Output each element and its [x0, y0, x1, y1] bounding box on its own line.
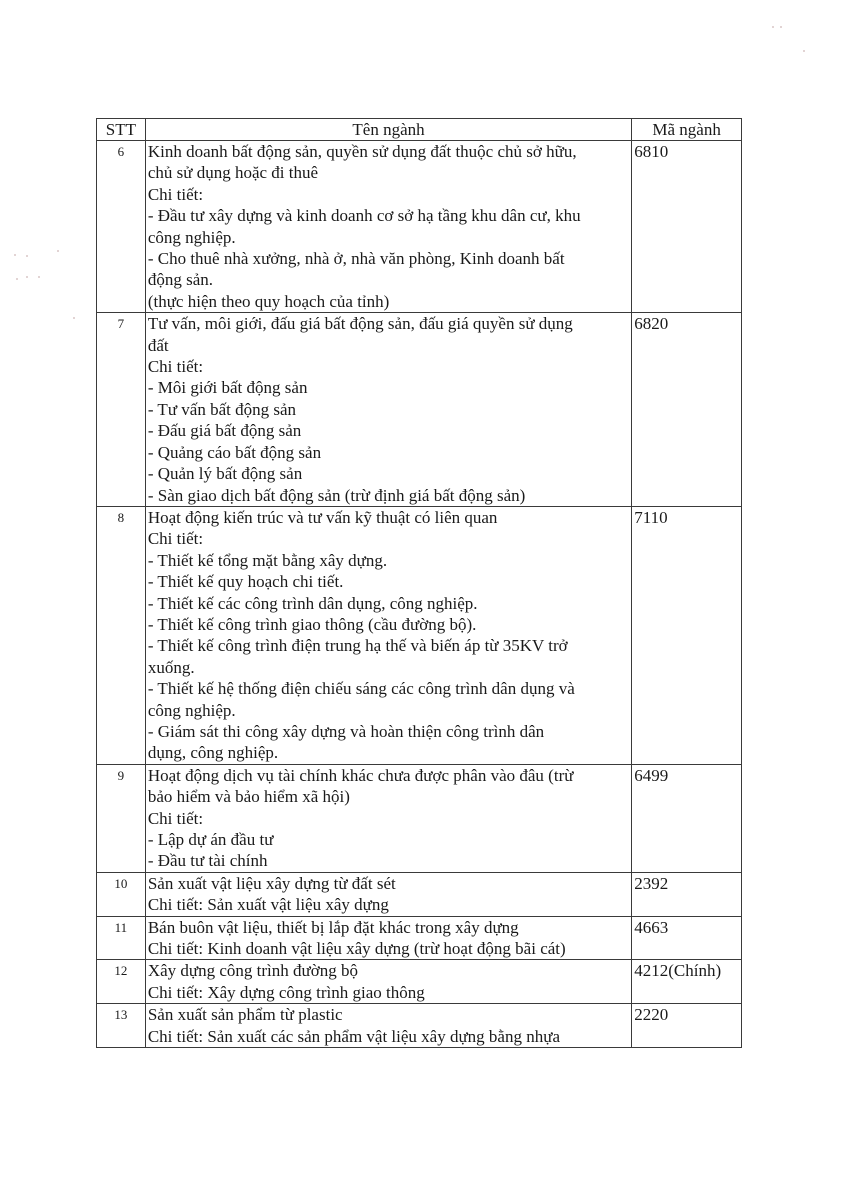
row-name-detail-line: - Thiết kế công trình điện trung hạ thế và biến áp từ 35KV trở [147, 636, 568, 656]
row-name [145, 764, 631, 872]
row-name-detail-line: Chi tiết: Sản xuất vật liệu xây dựng [147, 895, 389, 915]
row-name-detail-line: Chi tiết: [147, 184, 204, 204]
row-name-detail-line: - Đầu tư xây dựng và kinh doanh cơ sở hạ tầng khu dân cư, khu [147, 206, 581, 226]
row-name-detail-line: - Sàn giao dịch bất động sản (trừ định giá bất động sản) [147, 485, 526, 505]
row-name [145, 916, 631, 960]
scan-speck [38, 276, 40, 278]
row-name [145, 960, 631, 1004]
row-name-detail-line: - Thiết kế hệ thống điện chiếu sáng các công trình dân dụng và [147, 679, 575, 699]
row-code: 6820 [632, 313, 742, 507]
row-name-detail-line: đất [147, 335, 169, 355]
row-name-title: Bán buôn vật liệu, thiết bị lắp đặt khác trong xây dựng [147, 917, 519, 937]
row-stt: 8 [97, 506, 146, 764]
row-name-detail-line: - Đầu tư tài chính [147, 851, 268, 871]
row-name-title: Hoạt động kiến trúc và tư vấn kỹ thuật có liên quan [147, 507, 498, 527]
row-name-detail-line: Chi tiết: Kinh doanh vật liệu xây dựng (trừ hoạt động bãi cát) [147, 939, 566, 959]
row-name-detail-line: động sản. [147, 270, 213, 290]
row-stt: 12 [97, 960, 146, 1004]
row-name-detail-line: Chi tiết: Sản xuất các sản phẩm vật liệu xây dựng bằng nhựa [147, 1026, 560, 1046]
table-body [97, 141, 742, 1048]
row-name-detail-line: xuống. [147, 657, 195, 677]
scan-speck [26, 255, 28, 257]
row-name-detail-line: - Giám sát thi công xây dựng và hoàn thiện công trình dân [147, 721, 545, 741]
row-name-detail-line: - Cho thuê nhà xưởng, nhà ở, nhà văn phòng, Kinh doanh bất [147, 249, 565, 269]
row-name-title: Sản xuất sản phẩm từ plastic [147, 1005, 343, 1025]
scan-speck [73, 317, 75, 319]
scan-speck [14, 254, 16, 256]
table-row [97, 1004, 742, 1048]
row-name [145, 1004, 631, 1048]
row-name-detail-line: dụng, công nghiệp. [147, 743, 279, 763]
row-name-detail-line: Chi tiết: [147, 529, 204, 549]
row-name [145, 872, 631, 916]
row-name-detail-line: - Thiết kế công trình giao thông (cầu đường bộ). [147, 614, 477, 634]
row-name-detail-line: - Lập dự án đầu tư [147, 830, 274, 849]
scan-speck [26, 276, 28, 278]
row-code: 6499 [632, 764, 742, 872]
table-row [97, 313, 742, 507]
row-name-detail-line: Chi tiết: [147, 357, 204, 377]
row-name-detail-line: - Tư vấn bất động sản [147, 399, 297, 419]
row-name [145, 141, 631, 313]
row-name-detail-line: - Thiết kế các công trình dân dụng, công nghiệp. [147, 593, 478, 613]
row-name-detail-line: công nghiệp. [147, 700, 236, 720]
scan-speck [16, 278, 18, 280]
row-name-detail-line: Chi tiết: [147, 808, 204, 828]
header-code: Mã ngành [632, 119, 742, 141]
header-name: Tên ngành [145, 119, 631, 141]
row-name-detail-line: (thực hiện theo quy hoạch của tỉnh) [147, 291, 390, 311]
table-header-row [97, 119, 742, 141]
row-name [145, 506, 631, 764]
row-code: 2220 [632, 1004, 742, 1048]
row-code: 2392 [632, 872, 742, 916]
table-row [97, 960, 742, 1004]
scan-speck [57, 250, 59, 252]
row-code: 7110 [632, 506, 742, 764]
row-name-detail-line: chủ sử dụng hoặc đi thuê [147, 163, 319, 183]
row-name-detail-line: - Thiết kế quy hoạch chi tiết. [147, 572, 344, 592]
row-stt: 9 [97, 764, 146, 872]
row-name-detail-line: Chi tiết: Xây dựng công trình giao thông [147, 982, 425, 1002]
row-name-detail-line: - Thiết kế tổng mặt bằng xây dựng. [147, 550, 388, 570]
row-stt: 13 [97, 1004, 146, 1048]
row-name-title: Xây dựng công trình đường bộ [147, 961, 358, 981]
row-name-detail-line: - Quản lý bất động sản [147, 464, 303, 484]
scan-speck [803, 50, 805, 52]
row-code: 4212(Chính) [632, 960, 742, 1004]
row-code: 6810 [632, 141, 742, 313]
row-name-detail-line: bảo hiểm và bảo hiểm xã hội) [147, 787, 350, 807]
header-stt: STT [97, 119, 146, 141]
table-row [97, 506, 742, 764]
row-name-detail-line: - Quảng cáo bất động sản [147, 442, 322, 462]
row-name-title: Kinh doanh bất động sản, quyền sử dụng đất thuộc chủ sở hữu, [147, 142, 577, 161]
row-name-detail-line: - Môi giới bất động sản [147, 378, 308, 398]
row-name-title: Hoạt động dịch vụ tài chính khác chưa được phân vào đâu (trừ [147, 765, 574, 785]
table-row [97, 916, 742, 960]
scan-speck [780, 26, 782, 28]
row-name-detail-line: công nghiệp. [147, 227, 236, 247]
row-code: 4663 [632, 916, 742, 960]
table-row [97, 764, 742, 872]
row-stt: 11 [97, 916, 146, 960]
row-name-title: Tư vấn, môi giới, đấu giá bất động sản, đấu giá quyền sử dụng [147, 314, 573, 334]
row-stt: 6 [97, 141, 146, 313]
row-stt: 7 [97, 313, 146, 507]
table-row [97, 141, 742, 313]
row-stt: 10 [97, 872, 146, 916]
table-row [97, 872, 742, 916]
row-name-title: Sản xuất vật liệu xây dựng từ đất sét [147, 873, 396, 893]
scan-speck [772, 26, 774, 28]
row-name [145, 313, 631, 507]
row-name-detail-line: - Đấu giá bất động sản [147, 421, 302, 441]
business-lines-table [96, 118, 742, 1048]
